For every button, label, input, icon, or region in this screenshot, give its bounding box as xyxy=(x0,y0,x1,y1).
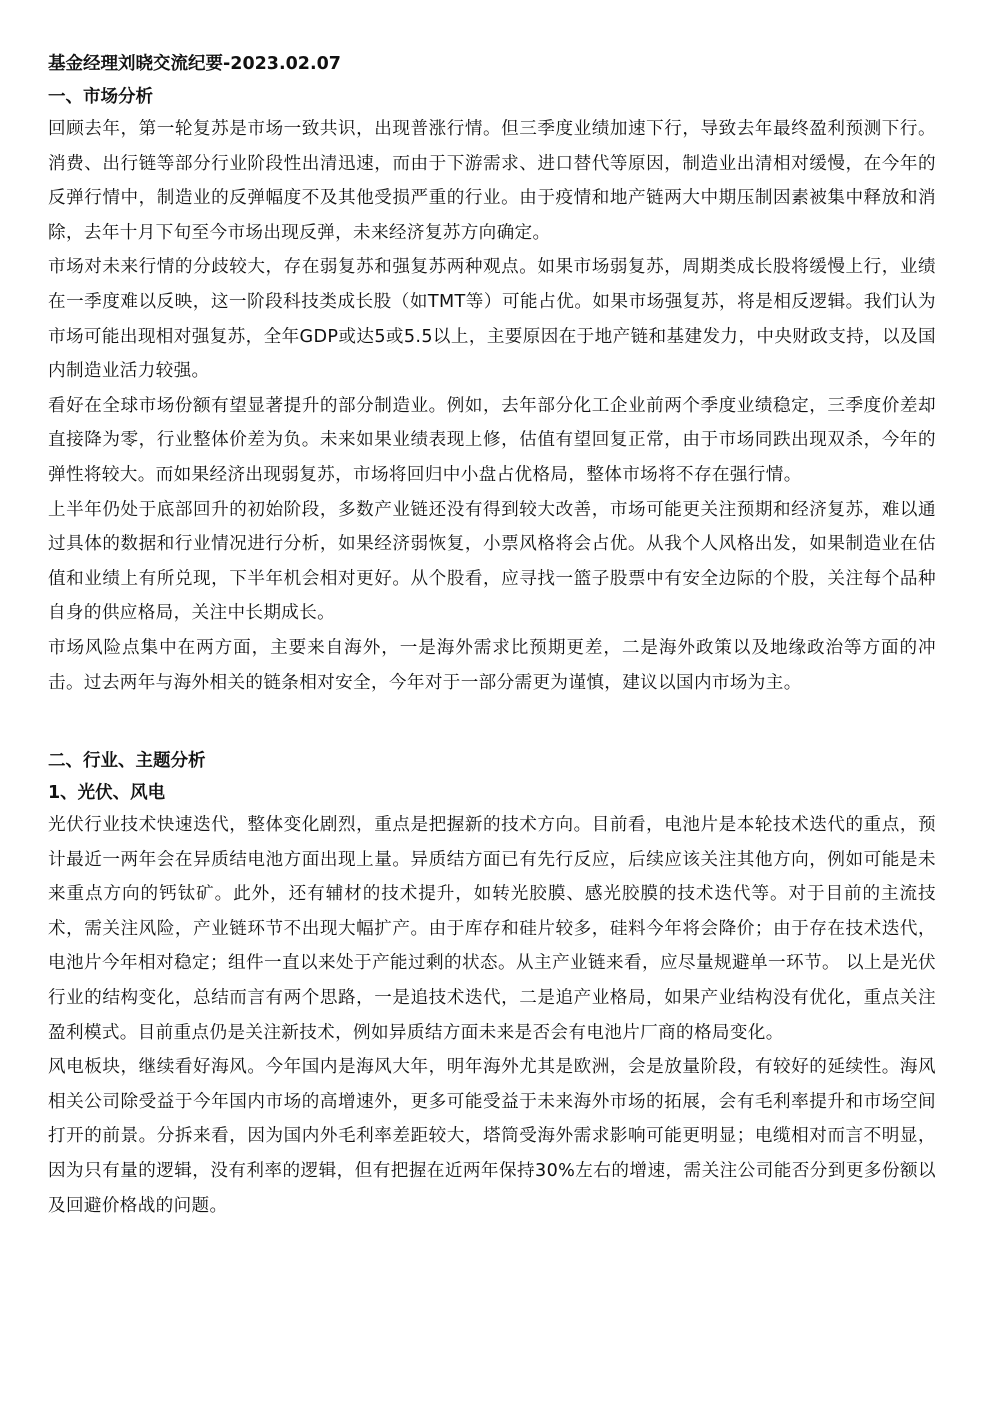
paragraph: 看好在全球市场份额有望显著提升的部分制造业。例如，去年部分化工企业前两个季度业绩稳定，三季度价差却直接降为零，行业整体价差为负。未来如果业绩表现上修，估值有望回复正常，由于市场同跌出现双杀，今年的弹性将较大。而如果经济出现弱复苏，市场将回归中小盘占优格局，整体市场将不存在强行情。 xyxy=(48,395,936,485)
subsection-heading-pv-wind: 1、光伏、风电 xyxy=(48,783,166,804)
section-heading-market-analysis: 一、市场分析 xyxy=(48,87,153,107)
paragraph: 风电板块，继续看好海风。今年国内是海风大年，明年海外尤其是欧洲，会是放量阶段，有较好的延续性。海风相关公司除受益于今年国内市场的高增速外，更多可能受益于未来海外市场的拓展，会有毛利率提升和市场空间打开的前景。分拆来看，因为国内外毛利率差距较大，塔筒受海外需求影响可能更明显；电缆相对而言不明显，因为只有量的逻辑，没有利率的逻辑，但有把握在近两年保持30%左右的增速，需关注公司能否分到更多份额以及回避价格战的问题。 xyxy=(48,1057,936,1216)
paragraph: 回顾去年，第一轮复苏是市场一致共识，出现普涨行情。但三季度业绩加速下行，导致去年最终盈利预测下行。消费、出行链等部分行业阶段性出清迅速，而由于下游需求、进口替代等原因，制造业出清相对缓慢，在今年的反弹行情中，制造业的反弹幅度不及其他受损严重的行业。由于疫情和地产链两大中期压制因素被集中释放和消除，去年十月下旬至今市场出现反弹，未来经济复苏方向确定。 xyxy=(48,119,936,243)
paragraph: 光伏行业技术快速迭代，整体变化剧烈，重点是把握新的技术方向。目前看，电池片是本轮技术迭代的重点，预计最近一两年会在异质结电池方面出现上量。异质结方面已有先行反应，后续应该关注其他方向，例如可能是未来重点方向的钙钛矿。此外，还有辅材的技术提升，如转光胶膜、感光胶膜的技术迭代等。对于目前的主流技术，需关注风险，产业链环节不出现大幅扩产。由于库存和硅片较多，硅料今年将会降价；由于存在技术迭代，电池片今年相对稳定；组件一直以来处于产能过剩的状态。从主产业链来看，应尽量规避单一环节。 以上是光伏行业的结构变化，总结而言有两个思路，一是追技术迭代，二是追产业格局，如果产业结构没有优化，重点关注盈利模式。目前重点仍是关注新技术，例如异质结方面未来是否会有电池片厂商的格局变化。 xyxy=(48,815,936,1043)
paragraph: 市场风险点集中在两方面，主要来自海外，一是海外需求比预期更差，二是海外政策以及地缘政治等方面的冲击。过去两年与海外相关的链条相对安全，今年对于一部分需更为谨慎，建议以国内市场为主。 xyxy=(48,637,936,693)
paragraph: 市场对未来行情的分歧较大，存在弱复苏和强复苏两种观点。如果市场弱复苏，周期类成长股将缓慢上行，业绩在一季度难以反映，这一阶段科技类成长股（如TMT等）可能占优。如果市场强复苏，将是相反逻辑。我们认为市场可能出现相对强复苏，全年GDP或达5或5.5以上，主要原因在于地产链和基建发力，中央财政支持，以及国内制造业活力较强。 xyxy=(48,257,936,382)
section-heading-industry-analysis: 二、行业、主题分析 xyxy=(48,751,206,772)
paragraph: 上半年仍处于底部回升的初始阶段，多数产业链还没有得到较大改善，市场可能更关注预期和经济复苏，难以通过具体的数据和行业情况进行分析，如果经济弱恢复，小票风格将会占优。从我个人风格出发，如果制造业在估值和业绩上有所兑现，下半年机会相对更好。从个股看，应寻找一篮子股票中有安全边际的个股，关注每个品种自身的供应格局，关注中长期成长。 xyxy=(48,499,936,624)
document-title: 基金经理刘晓交流纪要-2023.02.07 xyxy=(48,54,341,74)
